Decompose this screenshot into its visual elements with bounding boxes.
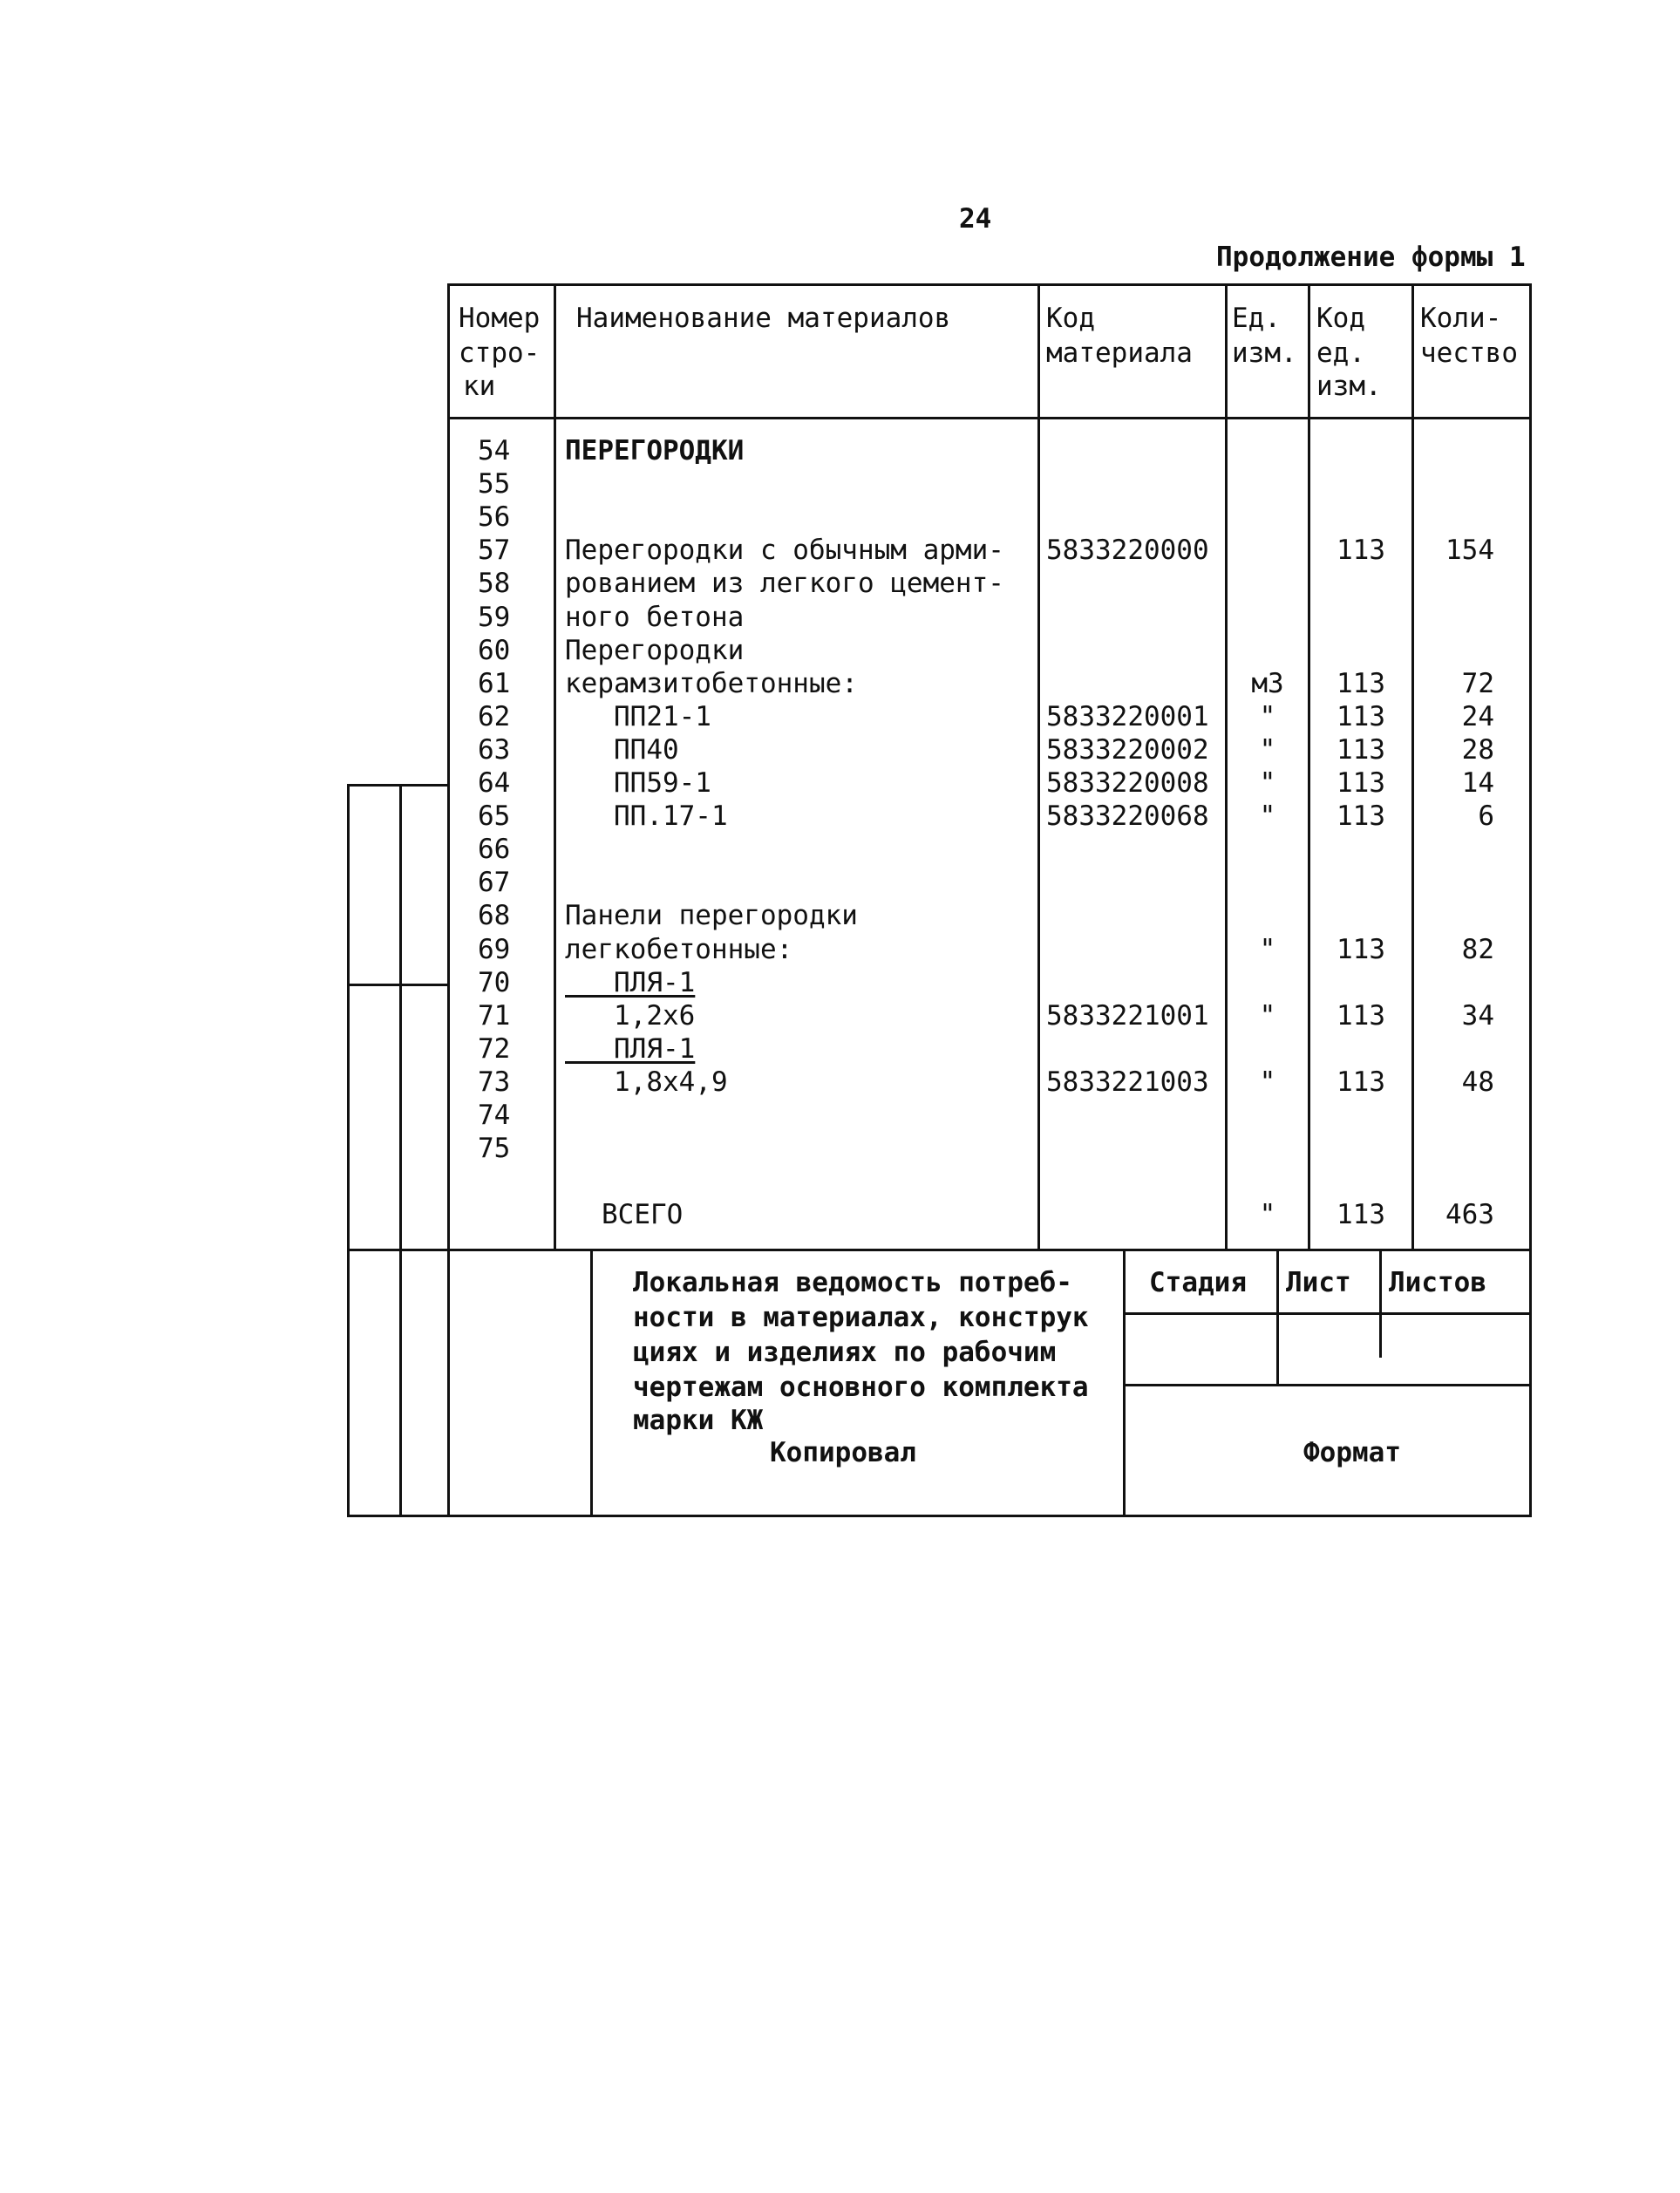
cell-unit: " xyxy=(1259,1000,1276,1032)
cell-name: ПП40 xyxy=(565,734,679,766)
cell-row-no: 65 xyxy=(478,800,511,832)
cell-row-no: 60 xyxy=(478,635,511,666)
header-row-no-3: ки xyxy=(463,371,496,402)
header-unit-1: Ед. xyxy=(1232,303,1281,334)
cell-qty: 34 xyxy=(1461,1000,1494,1032)
stamp-description-4: чертежам основного комплекта xyxy=(633,1372,1089,1403)
cell-unit: " xyxy=(1259,934,1276,965)
cell-unit-code: 113 xyxy=(1337,535,1385,566)
cell-unit: м3 xyxy=(1251,668,1284,699)
cell-row-no: 67 xyxy=(478,867,511,898)
cell-name: Панели перегородки xyxy=(565,900,858,931)
cell-row-no: 70 xyxy=(478,967,511,998)
total-qty: 463 xyxy=(1445,1199,1494,1230)
stamp-sheets: Листов xyxy=(1389,1267,1486,1298)
cell-row-no: 62 xyxy=(478,701,511,732)
cell-qty: 28 xyxy=(1461,734,1494,766)
total-unit: " xyxy=(1259,1199,1276,1230)
cell-name: 1,8х4,9 xyxy=(565,1066,728,1098)
cell-unit-code: 113 xyxy=(1337,800,1385,832)
cell-row-no: 57 xyxy=(478,535,511,566)
cell-unit: " xyxy=(1259,701,1276,732)
cell-row-no: 59 xyxy=(478,602,511,633)
form-continuation: Продолжение формы 1 xyxy=(1216,242,1526,273)
stamp-description-5: марки КЖ xyxy=(633,1405,764,1436)
cell-row-no: 68 xyxy=(478,900,511,931)
cell-unit-code: 113 xyxy=(1337,767,1385,799)
total-unit-code: 113 xyxy=(1337,1199,1385,1230)
header-qty-1: Коли- xyxy=(1420,303,1502,334)
cell-code: 5833220068 xyxy=(1046,800,1209,832)
header-unit-code-1: Код xyxy=(1316,303,1365,334)
total-label: ВСЕГО xyxy=(602,1199,684,1230)
cell-row-no: 66 xyxy=(478,834,511,865)
cell-qty: 154 xyxy=(1445,535,1494,566)
header-qty-2: чество xyxy=(1420,337,1518,369)
header-row-no-2: стро- xyxy=(459,337,541,369)
cell-row-no: 55 xyxy=(478,468,511,500)
cell-code: 5833221001 xyxy=(1046,1000,1209,1032)
cell-unit-code: 113 xyxy=(1337,701,1385,732)
cell-qty: 24 xyxy=(1461,701,1494,732)
cell-name: ПП.17-1 xyxy=(565,800,728,832)
cell-name: ПЕРЕГОРОДКИ xyxy=(565,435,745,467)
cell-unit-code: 113 xyxy=(1337,1000,1385,1032)
cell-name: ПП59-1 xyxy=(565,767,711,799)
stamp-description-2: ности в материалах, конструк xyxy=(633,1302,1089,1333)
cell-name: керамзитобетонные: xyxy=(565,668,858,699)
cell-qty: 48 xyxy=(1461,1066,1494,1098)
stamp-description-1: Локальная ведомость потреб- xyxy=(633,1267,1072,1298)
header-unit-code-2: ед. xyxy=(1316,337,1365,369)
cell-qty: 14 xyxy=(1461,767,1494,799)
cell-unit-code: 113 xyxy=(1337,934,1385,965)
stamp-format: Формат xyxy=(1303,1437,1401,1468)
cell-name: ного бетона xyxy=(565,602,745,633)
stamp-sheet: Лист xyxy=(1286,1267,1351,1298)
cell-unit-code: 113 xyxy=(1337,1066,1385,1098)
cell-unit: " xyxy=(1259,1066,1276,1098)
header-unit-code-3: изм. xyxy=(1316,371,1382,402)
cell-row-no: 64 xyxy=(478,767,511,799)
cell-row-no: 73 xyxy=(478,1066,511,1098)
header-row-no-1: Номер xyxy=(459,303,541,334)
header-code-2: материала xyxy=(1046,337,1193,369)
cell-code: 5833220008 xyxy=(1046,767,1209,799)
cell-unit: " xyxy=(1259,800,1276,832)
cell-row-no: 72 xyxy=(478,1033,511,1065)
cell-code: 5833220002 xyxy=(1046,734,1209,766)
cell-unit-code: 113 xyxy=(1337,668,1385,699)
cell-row-no: 56 xyxy=(478,501,511,533)
stamp-stage: Стадия xyxy=(1149,1267,1247,1298)
cell-qty: 6 xyxy=(1478,800,1494,832)
cell-name: ПП21-1 xyxy=(565,701,711,732)
header-name: Наименование материалов xyxy=(576,303,951,334)
cell-name: рованием из легкого цемент- xyxy=(565,568,1004,599)
cell-row-no: 74 xyxy=(478,1100,511,1131)
cell-row-no: 63 xyxy=(478,734,511,766)
cell-name: ПЛЯ-1 xyxy=(565,967,696,998)
cell-unit: " xyxy=(1259,767,1276,799)
cell-name: Перегородки xyxy=(565,635,745,666)
cell-unit-code: 113 xyxy=(1337,734,1385,766)
header-code-1: Код xyxy=(1046,303,1095,334)
cell-unit: " xyxy=(1259,734,1276,766)
cell-qty: 82 xyxy=(1461,934,1494,965)
cell-code: 5833220000 xyxy=(1046,535,1209,566)
stamp-copied: Копировал xyxy=(770,1437,916,1468)
cell-row-no: 58 xyxy=(478,568,511,599)
header-unit-2: изм. xyxy=(1232,337,1297,369)
stamp-description-3: циях и изделиях по рабочим xyxy=(633,1337,1057,1368)
cell-row-no: 71 xyxy=(478,1000,511,1032)
cell-row-no: 54 xyxy=(478,435,511,467)
cell-code: 5833220001 xyxy=(1046,701,1209,732)
cell-name: 1,2х6 xyxy=(565,1000,696,1032)
page-number: 24 xyxy=(959,203,992,235)
cell-code: 5833221003 xyxy=(1046,1066,1209,1098)
cell-name: ПЛЯ-1 xyxy=(565,1033,696,1065)
cell-row-no: 61 xyxy=(478,668,511,699)
cell-qty: 72 xyxy=(1461,668,1494,699)
cell-row-no: 75 xyxy=(478,1133,511,1164)
cell-row-no: 69 xyxy=(478,934,511,965)
cell-name: Перегородки с обычным арми- xyxy=(565,535,1004,566)
cell-name: легкобетонные: xyxy=(565,934,793,965)
